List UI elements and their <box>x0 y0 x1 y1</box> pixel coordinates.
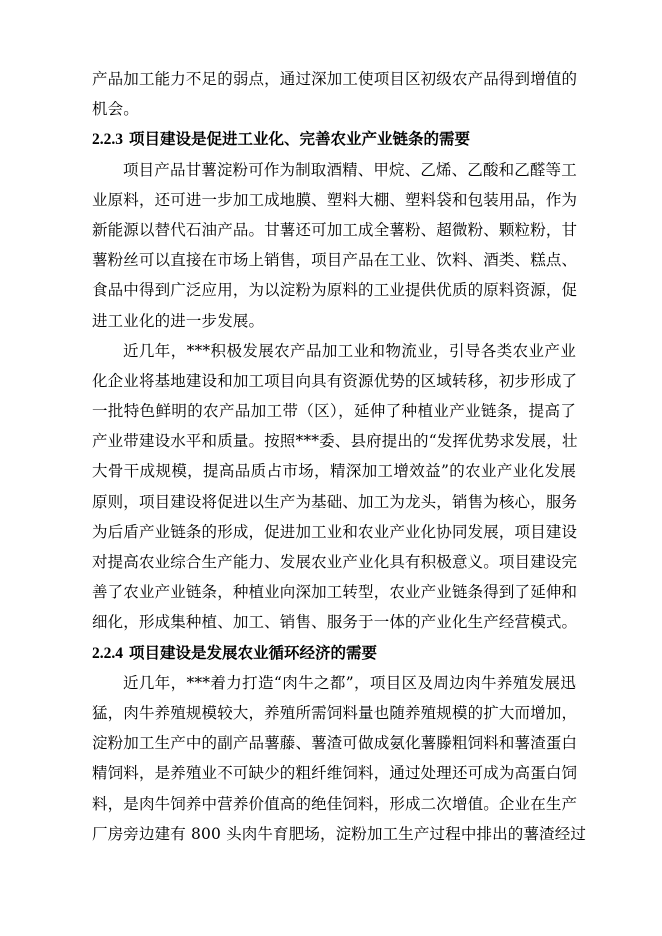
text-line: 项目产品甘薯淀粉可作为制取酒精、甲烷、乙烯、乙酸和乙醛等工 <box>123 160 577 179</box>
text-line: 近几年，***积极发展农产品加工业和物流业，引导各类农业产业 <box>123 341 576 360</box>
text-line: 料，是肉牛饲养中营养价值高的绝佳饲料，形成二次增值。企业在生产 <box>92 794 578 813</box>
section-number: 2.2.3 <box>92 131 123 149</box>
text-line: 食品中得到广泛应用，为以淀粉为原料的工业提供优质的原料资源，促 <box>92 281 578 300</box>
text-line: 对提高农业综合生产能力、发展农业产业化具有积极意义。项目建设完 <box>92 553 578 571</box>
text-line: 厂房旁边建有 800 头肉牛育肥场，淀粉加工生产过程中排出的薯渣经过 <box>92 824 587 843</box>
text-line: 产业带建设水平和质量。按照***委、县府提出的“发挥优势求发展，壮 <box>92 432 578 451</box>
section-number: 2.2.4 <box>92 644 123 662</box>
section-heading-2-2-4 <box>92 638 576 668</box>
section-title: 项目建设是促进工业化、完善农业产业链条的需要 <box>129 129 471 149</box>
text-line: 猛，肉牛养殖规模较大，养殖所需饲料量也随养殖规模的扩大而增加， <box>92 703 578 722</box>
document-body <box>92 64 587 849</box>
text-line: 原则，项目建设将促进以生产为基础、加工为龙头，销售为核心，服务 <box>92 492 578 511</box>
text-line: 产品加工能力不足的弱点，通过深加工使项目区初级农产品得到增值的 <box>92 70 578 88</box>
section-title: 项目建设是发展农业循环经济的需要 <box>129 642 378 662</box>
text-line: 薯粉丝可以直接在市场上销售，项目产品在工业、饮料、酒类、糕点、 <box>92 251 578 270</box>
text-line: 业原料，还可进一步加工成地膜、塑料大棚、塑料袋和包装用品，作为 <box>92 190 578 209</box>
text-line: 机会。 <box>92 100 139 119</box>
text-line: 细化，形成集种植、加工、销售、服务于一体的产业化生产经营模式。 <box>92 613 578 632</box>
text-line: 近几年，***着力打造“肉牛之都”，项目区及周边肉牛养殖发展迅 <box>123 673 576 692</box>
text-line: 善了农业产业链条，种植业向深加工转型，农业产业链条得到了延伸和 <box>92 583 578 602</box>
section-heading-2-2-3 <box>92 124 576 154</box>
text-line: 大骨干成规模，提高品质占市场，精深加工增效益”的农业产业化发展 <box>92 462 576 481</box>
text-line: 新能源以替代石油产品。甘薯还可加工成全薯粉、超微粉、颗粒粉，甘 <box>92 220 578 239</box>
text-line: 化企业将基地建设和加工项目向具有资源优势的区域转移，初步形成了 <box>92 371 578 390</box>
text-line: 淀粉加工生产中的副产品薯藤、薯渣可做成氨化薯滕粗饲料和薯渣蛋白 <box>92 734 578 753</box>
text-line: 一批特色鲜明的农产品加工带（区），延伸了种植业产业链条，提高了 <box>92 402 576 421</box>
text-line: 为后盾产业链条的形成，促进加工业和农业产业化协同发展，项目建设 <box>92 522 578 541</box>
text-line: 进工业化的进一步发展。 <box>92 311 265 330</box>
text-line: 精饲料，是养殖业不可缺少的粗纤维饲料，通过处理还可成为高蛋白饲 <box>92 764 578 783</box>
